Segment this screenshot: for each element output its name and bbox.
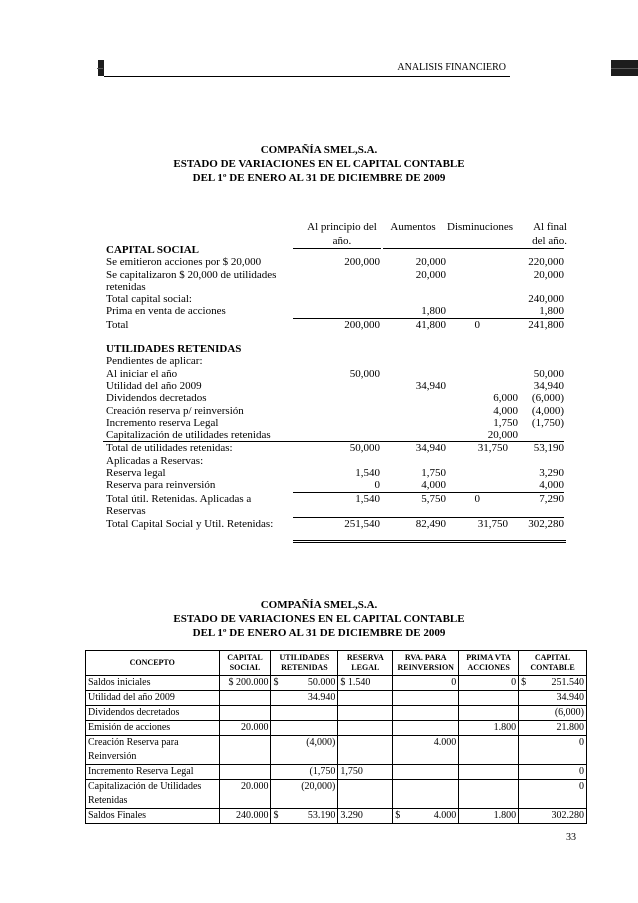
statement-row: Al iniciar el año 50,000 50,000 bbox=[106, 367, 564, 380]
cell-value: 0 bbox=[511, 677, 517, 688]
table-cell bbox=[86, 736, 220, 765]
table-cell bbox=[459, 721, 519, 736]
table-cell bbox=[271, 706, 338, 721]
cell-value: 240.000 bbox=[235, 810, 269, 821]
statement-period: DEL 1º DE ENERO AL 31 DE DICIEMBRE DE 2009 bbox=[192, 172, 446, 184]
statement-row: Incremento reserva Legal 1,750 (1,750) bbox=[106, 416, 564, 429]
statement-name: ESTADO DE VARIACIONES EN EL CAPITAL CONTABLE bbox=[173, 158, 465, 170]
cell-value: $ 200.000 bbox=[228, 677, 269, 688]
table-cell bbox=[393, 765, 459, 780]
column-header: UTILIDADES RETENIDAS bbox=[271, 651, 338, 676]
col-header-decreases: Disminuciones bbox=[447, 221, 513, 233]
grand-total-row: Total Capital Social y Util. Retenidas: 251,540 82,490 31,750 302,280 bbox=[106, 518, 564, 531]
cell-value: Creación Reserva para Reinversión bbox=[88, 737, 179, 762]
cell-value: $ 1.540 bbox=[340, 677, 371, 688]
table-cell bbox=[271, 809, 338, 824]
cell-value: 20.000 bbox=[240, 722, 269, 733]
header-left-rule bbox=[97, 68, 103, 69]
statement-row: retenidas bbox=[106, 280, 146, 293]
cell-value: Incremento Reserva Legal bbox=[88, 766, 194, 777]
table-cell bbox=[459, 809, 519, 824]
table-row bbox=[86, 706, 587, 721]
statement-body bbox=[103, 244, 564, 531]
total-row: Total de utilidades retenidas: 50,000 34,940 31,750 53,190 bbox=[103, 441, 564, 454]
table-cell bbox=[219, 691, 271, 706]
page-header bbox=[98, 60, 582, 76]
section-title: CAPITAL SOCIAL bbox=[106, 244, 200, 256]
table-cell bbox=[219, 676, 271, 691]
col-header-beginning: Al principio del año. bbox=[307, 221, 377, 247]
table-cell bbox=[86, 676, 220, 691]
cell-value: 0 bbox=[579, 781, 584, 792]
column-header: CONCEPTO bbox=[86, 651, 220, 676]
statement-row: Se emitieron acciones por $ 20,000 200,000 20,000 220,000 bbox=[106, 256, 564, 269]
table-cell bbox=[338, 706, 393, 721]
statement-row: Reserva legal 1,540 1,750 3,290 bbox=[106, 467, 564, 480]
currency-sign: $ bbox=[273, 677, 279, 688]
table-cell bbox=[271, 676, 338, 691]
section-title: UTILIDADES RETENIDAS bbox=[106, 343, 242, 356]
cell-value: Saldos Finales bbox=[88, 810, 147, 821]
cell-value: 0 bbox=[579, 766, 584, 777]
column-header: CAPITAL CONTABLE bbox=[519, 651, 587, 676]
header-title-area bbox=[104, 60, 510, 77]
cell-value: 20.000 bbox=[240, 781, 269, 792]
statement-row: Prima en venta de acciones 1,800 1,800 bbox=[106, 305, 564, 318]
table-cell bbox=[338, 691, 393, 706]
currency-sign: $ bbox=[395, 810, 401, 821]
table-cell bbox=[519, 721, 587, 736]
header-title: ANALISIS FINANCIERO bbox=[397, 62, 506, 73]
cell-value: 1,750 bbox=[340, 766, 363, 777]
cell-value: 21.800 bbox=[556, 722, 584, 733]
column-header: PRIMA VTA ACCIONES bbox=[459, 651, 519, 676]
cell-value: Emisión de acciones bbox=[88, 722, 171, 733]
statement-period: DEL 1º DE ENERO AL 31 DE DICIEMBRE DE 2009 bbox=[192, 627, 446, 639]
statement-row: Total capital social: 240,000 bbox=[106, 293, 564, 306]
cell-value: (6,000) bbox=[554, 707, 584, 718]
cell-value: 251.540 bbox=[551, 677, 584, 688]
cell-value: (1,750 bbox=[309, 766, 336, 777]
table-row bbox=[86, 721, 587, 736]
table-cell bbox=[393, 706, 459, 721]
table-cell bbox=[459, 706, 519, 721]
table-cell bbox=[338, 676, 393, 691]
table-cell bbox=[271, 780, 338, 809]
cell-value: 53.190 bbox=[307, 810, 336, 821]
cell-value: 1.800 bbox=[493, 810, 517, 821]
table-row bbox=[86, 736, 587, 765]
table-cell bbox=[519, 809, 587, 824]
table-cell bbox=[219, 765, 271, 780]
table-cell bbox=[219, 809, 271, 824]
currency-sign: $ bbox=[521, 677, 527, 688]
table-cell bbox=[519, 780, 587, 809]
column-header: RVA. PARA REINVERSION bbox=[393, 651, 459, 676]
cell-value: (4,000) bbox=[306, 737, 336, 748]
statement-title-2 bbox=[0, 598, 638, 640]
statement-row: Total útil. Retenidas. Aplicadas a 1,540 5,750 0 7,290 bbox=[106, 492, 564, 505]
table-cell bbox=[519, 765, 587, 780]
table-row bbox=[86, 691, 587, 706]
col-header-increases: Aumentos bbox=[390, 221, 436, 233]
statement-name: ESTADO DE VARIACIONES EN EL CAPITAL CONTABLE bbox=[173, 613, 465, 625]
table-cell bbox=[393, 780, 459, 809]
table-cell bbox=[219, 780, 271, 809]
table-cell bbox=[219, 721, 271, 736]
statement-row: Pendientes de aplicar: bbox=[106, 355, 203, 368]
statement-row: Creación reserva p/ reinversión 4,000 (4,000) bbox=[106, 404, 564, 417]
table-cell bbox=[86, 809, 220, 824]
table-cell bbox=[86, 765, 220, 780]
col-header-end: Al final del año. bbox=[532, 221, 567, 247]
capital-variation-matrix bbox=[85, 650, 587, 824]
cell-value: 1.800 bbox=[493, 722, 517, 733]
statement-row: Utilidad del año 2009 34,940 34,940 bbox=[106, 379, 564, 392]
table-cell bbox=[459, 780, 519, 809]
cell-value: Saldos iniciales bbox=[88, 677, 151, 688]
company-name: COMPAÑÍA SMEL,S.A. bbox=[260, 599, 378, 611]
table-cell bbox=[519, 736, 587, 765]
table-cell bbox=[519, 706, 587, 721]
statement-title-1 bbox=[0, 143, 638, 185]
cell-value: Utilidad del año 2009 bbox=[88, 692, 175, 703]
statement-row: Reservas bbox=[106, 504, 146, 517]
table-cell bbox=[271, 691, 338, 706]
cell-value: 4.000 bbox=[433, 737, 457, 748]
column-header: RESERVA LEGAL bbox=[338, 651, 393, 676]
table-cell bbox=[338, 765, 393, 780]
table-cell bbox=[459, 736, 519, 765]
table-cell bbox=[86, 721, 220, 736]
table-cell bbox=[459, 691, 519, 706]
cell-value: Dividendos decretados bbox=[88, 707, 180, 718]
table-row bbox=[86, 765, 587, 780]
table-cell bbox=[271, 736, 338, 765]
statement-row: Capitalización de utilidades retenidas 20,000 bbox=[106, 429, 518, 442]
cell-value: 50.000 bbox=[307, 677, 336, 688]
table-cell bbox=[338, 809, 393, 824]
table-cell bbox=[459, 676, 519, 691]
double-underline bbox=[293, 540, 566, 543]
table-cell bbox=[271, 765, 338, 780]
total-row: Total 200,000 41,800 0 241,800 bbox=[106, 318, 564, 331]
table-cell bbox=[459, 765, 519, 780]
table-cell bbox=[219, 736, 271, 765]
table-cell bbox=[86, 691, 220, 706]
cell-value: (20,000) bbox=[301, 781, 336, 792]
table-cell bbox=[393, 809, 459, 824]
table-cell bbox=[219, 706, 271, 721]
table-cell bbox=[393, 691, 459, 706]
statement-row: Dividendos decretados 6,000 (6,000) bbox=[106, 392, 564, 405]
cell-value: 302.280 bbox=[551, 810, 584, 821]
table-cell bbox=[519, 676, 587, 691]
table-cell bbox=[519, 691, 587, 706]
table-cell bbox=[338, 780, 393, 809]
statement-row: Aplicadas a Reservas: bbox=[106, 454, 204, 467]
table-header-row bbox=[86, 651, 587, 676]
table-cell bbox=[338, 721, 393, 736]
cell-value: 0 bbox=[451, 677, 457, 688]
currency-sign: $ bbox=[273, 810, 279, 821]
table-cell bbox=[393, 721, 459, 736]
table-row bbox=[86, 676, 587, 691]
cell-value: 3.290 bbox=[340, 810, 363, 821]
table-cell bbox=[393, 736, 459, 765]
cell-value: 4.000 bbox=[433, 810, 457, 821]
table-row bbox=[86, 809, 587, 824]
header-right-block bbox=[611, 60, 638, 76]
table-cell bbox=[86, 706, 220, 721]
cell-value: 34.940 bbox=[307, 692, 336, 703]
column-header: CAPITAL SOCIAL bbox=[219, 651, 271, 676]
table-row bbox=[86, 780, 587, 809]
table-cell bbox=[86, 780, 220, 809]
cell-value: 0 bbox=[579, 737, 584, 748]
table-cell bbox=[393, 676, 459, 691]
statement-row: Se capitalizaron $ 20,000 de utilidades 20,000 20,000 bbox=[106, 268, 564, 281]
page-number: 33 bbox=[566, 832, 576, 843]
table-cell bbox=[338, 736, 393, 765]
cell-value: Capitalización de Utilidades Retenidas bbox=[88, 781, 202, 806]
company-name: COMPAÑÍA SMEL,S.A. bbox=[260, 144, 378, 156]
statement-row: Reserva para reinversión 0 4,000 4,000 bbox=[106, 479, 564, 492]
table-cell bbox=[271, 721, 338, 736]
cell-value: 34.940 bbox=[556, 692, 584, 703]
